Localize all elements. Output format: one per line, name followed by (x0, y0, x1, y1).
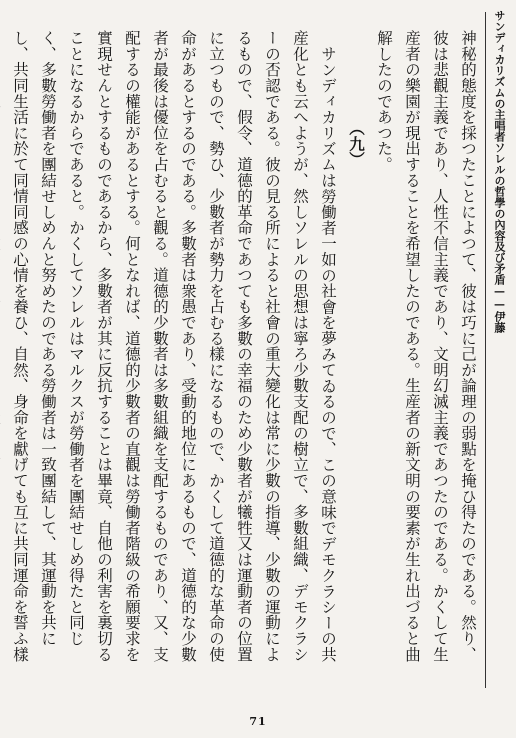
page-number: 71 (249, 715, 267, 728)
header-rule (485, 12, 486, 688)
running-header: サンディカリズムの主唱者ソレルの哲學の內容及び矛盾——伊藤 (493, 10, 506, 333)
body-text (12, 30, 482, 670)
section-number: （九） (347, 120, 366, 168)
paragraph-1: 神秘的態度を採つたことによつて、彼は巧に己が論理の弱點を掩ひ得たのである。然り、彼は悲觀主義であり、人性不信主義であり、文明幻滅主義であつたのである。かくして生産者の樂園が現出することを希望したのである。生産者の新文明の要素が生れ出づると曲解したのであつた。 (375, 30, 477, 662)
paragraph-2: サンディカリズムは勞働者一如の社會を夢みてゐるので、この意味でデモクラシーの共産化とも云へようが、然しソレルの思想は寧ろ少數支配の樹立で、多數組織、デモクラシーの否認である。彼の見る所によると社會の重大變化は常に少數の指導、少數の運動によるもので、假令、道德的革命であつても多數の幸福のため少數者が犧牲又は運動者の位置に立つもので、勢ひ、少數者が勢力を占むる樣になるもので、かくして道德的な革命の使命があるとするのである。多數者は衆愚であり、受動的地位にあるもので、道德的な少數者が最後は優位を占むると觀る。道德的少數者は多數組織を支配するものであり、又、支配するの權能があるとする。何となれば、道德的少數者の直觀は勞働者階級の希願要求を實現せんとするものであるから、多數者が其に反抗することは畢竟、自他の利害を裏切ることになるからであると。かくしてソレルはマルクスが勞働者を團結せしめ得たと同じく、多數勞働者を團結せしめんと努めたのである勞働者は一致團結して、其運動を共にし、共同生活に於て同情同感の心情を養ひ、自然、身命を獻げても互に共同運命を誓ふ樣 (11, 30, 337, 662)
